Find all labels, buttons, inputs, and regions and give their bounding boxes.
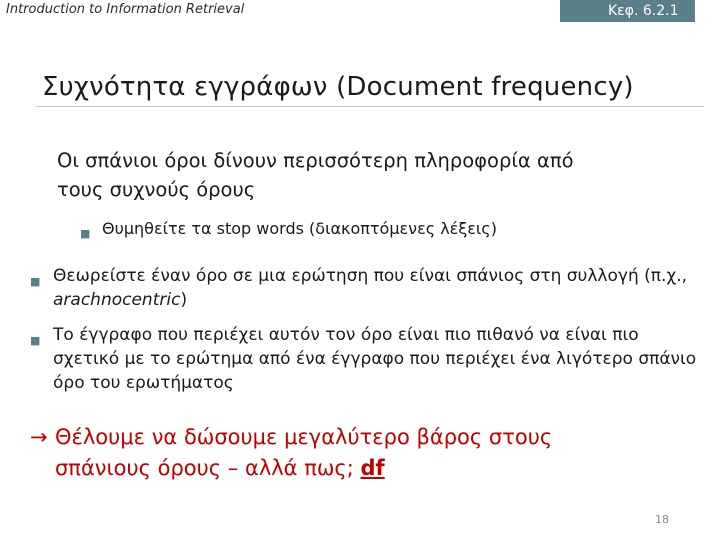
bullet-square-icon: ■ — [30, 275, 41, 288]
df-link[interactable]: df — [360, 456, 385, 480]
lead-line-2: τους συχνούς όρους — [57, 178, 256, 201]
conclusion-text — [55, 422, 705, 484]
bullet-text-part: Θεωρείστε έναν όρο σε μια ερώτηση που είναι σπάνιος στη συλλογή (π.χ., — [53, 266, 688, 286]
sub-bullet-text: Θυμηθείτε τα stop words (διακοπτόμενες λέξεις) — [102, 219, 497, 238]
example-term: arachnocentric — [53, 290, 181, 310]
course-title: Introduction to Information Retrieval — [6, 2, 245, 17]
header-bar — [0, 0, 720, 22]
bullet-square-icon: ■ — [80, 227, 91, 240]
bullet-text-part: ) — [180, 290, 188, 310]
conclusion-line-2-text: σπάνιους όρους – αλλά πως; — [55, 456, 361, 480]
conclusion-line-2 — [55, 453, 705, 484]
title-divider — [36, 106, 704, 107]
page-number: 18 — [655, 513, 669, 526]
lead-statement — [57, 146, 697, 204]
lead-line-1: Οι σπάνιοι όροι δίνουν περισσότερη πληροφορία από — [57, 149, 574, 172]
conclusion-line-1: Θέλουμε να δώσουμε μεγαλύτερο βάρος στους — [55, 425, 553, 449]
section-reference-tab: Κεφ. 6.2.1 — [560, 0, 695, 22]
bullet-text — [53, 264, 698, 312]
bullet-text: Το έγγραφο που περιέχει αυτόν τον όρο είναι πιο πιθανό να είναι πιο σχετικό με το ερώτημα από ένα έγγραφο που περιέχει ένα λιγότερο σπάνιο όρο του ερωτήματος — [53, 325, 697, 393]
bullet-square-icon: ■ — [30, 334, 41, 347]
right-arrow-icon: → — [30, 425, 48, 449]
slide-title: Συχνότητα εγγράφων (Document frequency) — [42, 72, 634, 102]
